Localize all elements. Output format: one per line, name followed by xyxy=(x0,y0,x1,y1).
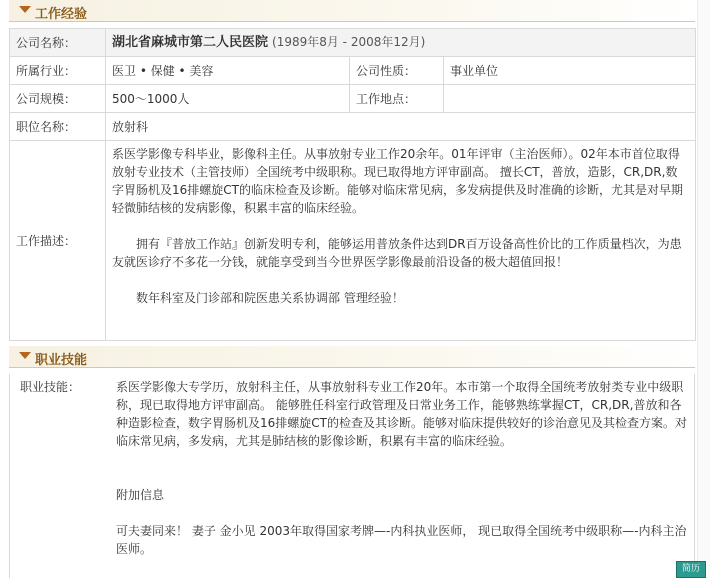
section-title: 职业技能 xyxy=(35,353,88,368)
description-label: 工作描述： xyxy=(10,141,106,341)
size-row xyxy=(10,85,696,113)
work-experience-header xyxy=(9,0,695,22)
position-label: 职位名称： xyxy=(10,113,106,141)
work-experience-table xyxy=(9,28,696,341)
industry-value: 医卫 • 保健 • 美容 xyxy=(106,57,350,85)
nature-label: 公司性质： xyxy=(350,57,444,85)
location-label: 工作地点： xyxy=(350,85,444,113)
position-value: 放射科 xyxy=(106,113,696,141)
size-value: 500～1000人 xyxy=(106,85,350,113)
employment-period: (1989年8月 - 2008年12月) xyxy=(272,35,426,49)
section-marker-icon xyxy=(19,352,31,359)
description-paragraph: 拥有『普放工作站』创新发明专利，能够运用普放条件达到DR百万设备高性价比的工作质量档次，为患友就医诊疗不多花一分钱，就能享受到当今世界医学影像最前沿设备的极大超值回报！ xyxy=(112,237,682,269)
company-row xyxy=(10,29,696,57)
additional-info-text: 可夫妻同来！ 妻子 金小见 2003年取得国家考牌—-内科执业医师， 现已取得全国统考中级职称—-内科主治医师。 xyxy=(116,524,687,556)
company-name: 湖北省麻城市第二人民医院 xyxy=(112,35,269,50)
description-cell xyxy=(106,141,696,341)
corner-badge[interactable]: 简历 xyxy=(676,561,706,578)
skills-header xyxy=(9,346,695,368)
description-paragraph: 数年科室及门诊部和院医患关系协调部 管理经验！ xyxy=(112,291,404,305)
company-name-label: 公司名称： xyxy=(10,29,106,57)
skills-paragraph: 系医学影像大专学历，放射科主任，从事放射科专业工作20年。本市第一个取得全国统考放射类专业中级职称，现已取得地方评审副高。 能够胜任科室行政管理及日常业务工作，能够熟练掌握CT，CR,DR,普放和各种造影检查，数字胃肠机及16排螺旋CT的检查及其诊断。能够对临床提供较好的诊治意见及其检查方案。对临床常见病，多发病，尤其是肺结核的影像诊断，积累有丰富的临床经验。 xyxy=(116,380,687,448)
size-label: 公司规模： xyxy=(10,85,106,113)
skills-body xyxy=(116,378,690,558)
description-row xyxy=(10,141,696,341)
additional-info-title: 附加信息 xyxy=(116,488,165,502)
skills-label: 职业技能： xyxy=(20,380,81,394)
nature-value: 事业单位 xyxy=(444,57,696,85)
section-marker-icon xyxy=(19,6,31,13)
industry-row xyxy=(10,57,696,85)
page-scrollbar[interactable] xyxy=(697,0,710,578)
section-title: 工作经验 xyxy=(35,7,88,22)
description-paragraph: 系医学影像专科毕业，影像科主任。从事放射专业工作20余年。01年评审（主治医师）。02年本市首位取得放射专业技术（主管技师）全国统考中级职称。现已取得地方评审副高。 擅长CT，普放，造影，CR,DR,数字胃肠机及16排螺旋CT的临床检查及诊断。能够对临床常见病，多发病提供及时准确的诊断，尤其是对早期轻微肺结核的发病影像，积累丰富的临床经验。 xyxy=(112,147,683,215)
position-row xyxy=(10,113,696,141)
location-value xyxy=(444,85,696,113)
industry-label: 所属行业： xyxy=(10,57,106,85)
company-name-cell xyxy=(106,29,696,57)
skills-panel xyxy=(9,374,695,578)
